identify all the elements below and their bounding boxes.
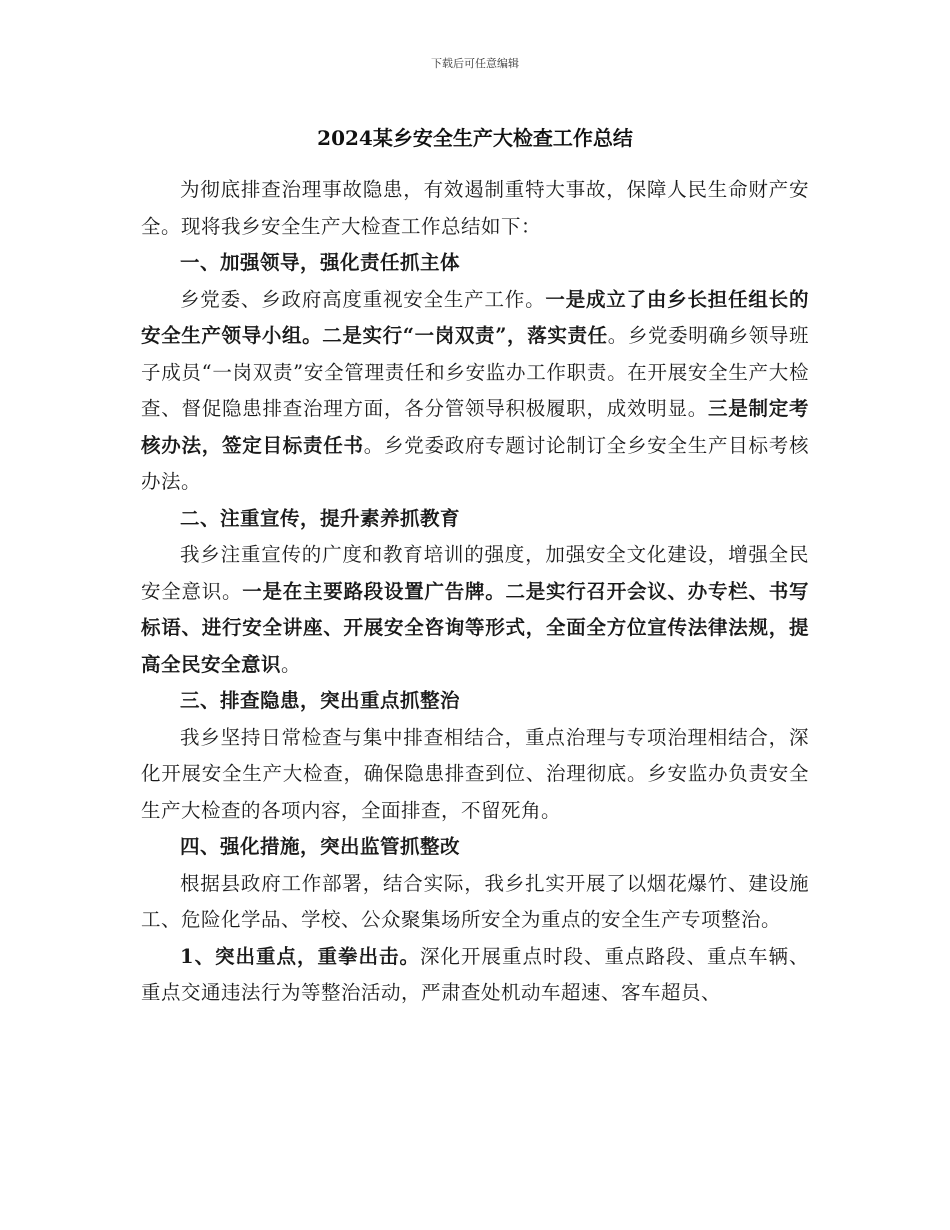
section-heading-4: 四、强化措施，突出监管抓整改 [180,835,461,858]
section-paragraph-3: 我乡坚持日常检查与集中排查相结合，重点治理与专项治理相结合，深化开展安全生产大检查，确保隐患排查到位、治理彻底。乡安监办负责安全生产大检查的各项内容，全面排查，不留死角。 [141,725,809,822]
bold-span: 三是制定考核办法，签定目标责任书 [141,397,809,457]
section-paragraph-4: 根据县政府工作部署，结合实际，我乡扎实开展了以烟花爆竹、建设施工、危险化学品、学校、公众聚集场所安全为重点的安全生产专项整治。 [141,871,809,931]
section-heading-3: 三、排查隐患，突出重点抓整治 [180,689,461,712]
list-item-1 [141,939,809,1012]
section-heading-1: 一、加强领导，强化责任抓主体 [180,251,461,274]
text-span: 深化开展重点时段、重点路段、重点车辆、重点交通违法行为等整治活动，严肃查处机动车超速、客车超员、 [141,944,809,1004]
document-title: 2024某乡安全生产大检查工作总结 [317,126,633,150]
text-span: 乡党委、乡政府高度重视安全生产工作。 [180,287,546,311]
bold-span: 1、突出重点，重拳出击。 [180,944,421,968]
document-body [141,172,809,1012]
header-note: 下载后可任意编辑 [431,57,519,70]
text-span: 我乡注重宣传的广度和教育培训的强度，加强安全文化建设，增强全民安全意识。 [141,543,809,603]
intro-paragraph: 为彻底排查治理事故隐患，有效遏制重特大事故，保障人民生命财产安全。现将我乡安全生产大检查工作总结如下： [141,178,809,238]
section-paragraph-1 [141,282,809,501]
section-paragraph-2 [141,537,809,683]
text-span: 。乡党委政府专题讨论制订全乡安全生产目标考核办法。 [141,433,809,493]
text-span: 。乡党委明确乡领导班子成员“一岗双责”安全管理责任和乡安监办工作职责。在开展安全生产大检查、督促隐患排查治理方面，各分管领导积极履职，成效明显。 [141,324,809,420]
bold-span: 一是在主要路段设置广告牌。二是实行召开会议、办专栏、书写标语、进行安全讲座、开展安全咨询等形式，全面全方位宣传法律法规，提高全民安全意识 [141,579,809,676]
bold-span: 一是成立了由乡长担任组长的安全生产领导小组。二是实行“一岗双责”，落实责任 [141,287,809,347]
text-span: 。 [281,652,302,676]
section-heading-2: 二、注重宣传，提升素养抓教育 [180,506,461,530]
